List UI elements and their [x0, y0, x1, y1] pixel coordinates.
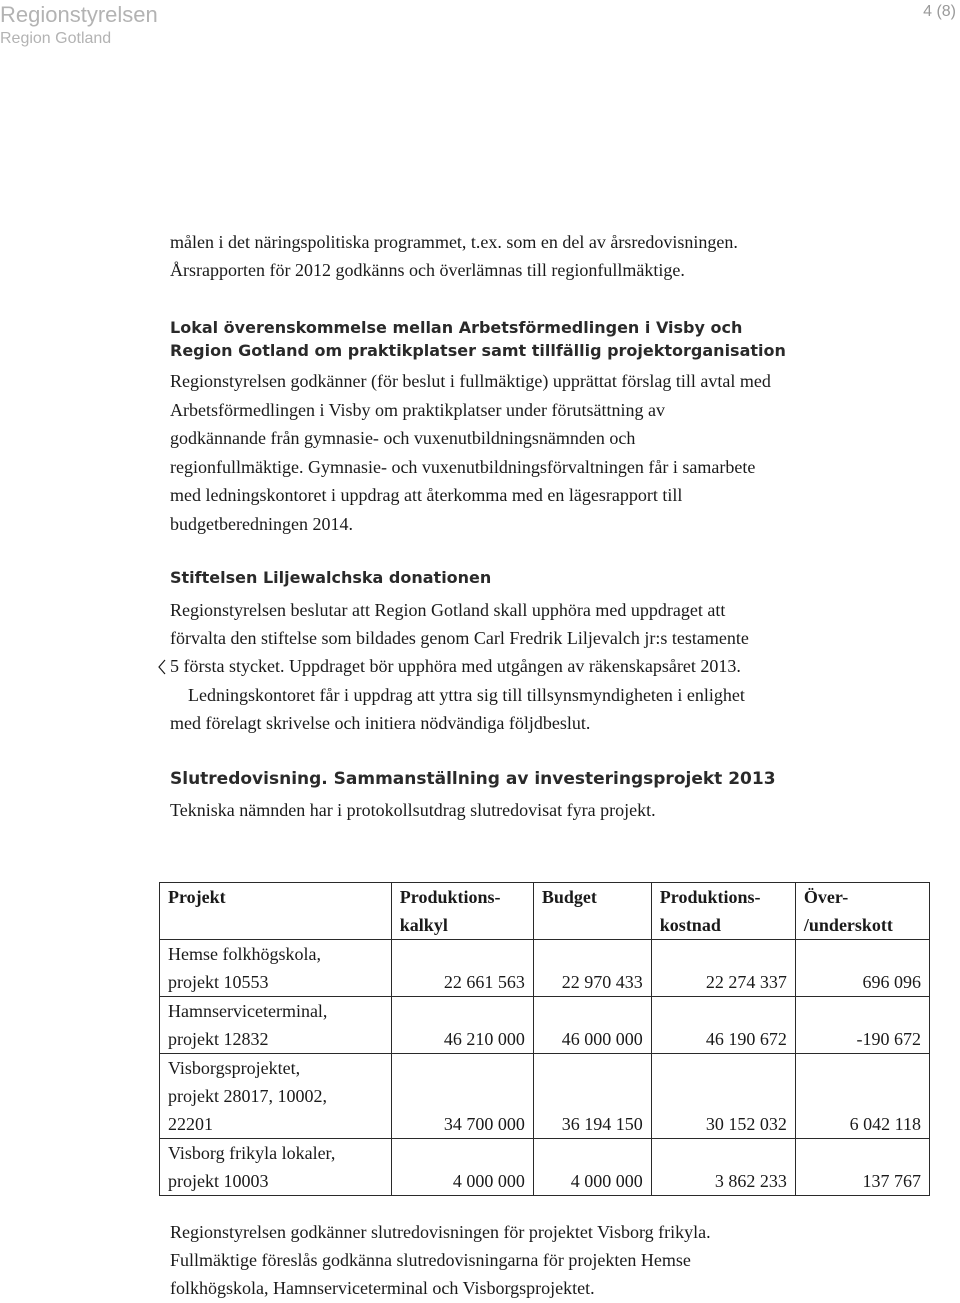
kalkyl-cell: 46 210 000	[391, 997, 533, 1054]
body-line: Regionstyrelsen godkänner (för beslut i fullmäktige) upprättat förslag till avtal med	[170, 371, 771, 391]
header-line: Projekt	[168, 887, 226, 907]
kostnad-cell: 30 152 032	[651, 1054, 795, 1139]
kostnad-cell: 46 190 672	[651, 997, 795, 1054]
project-table	[159, 882, 930, 1196]
diff-cell: -190 672	[795, 997, 929, 1054]
table-row	[160, 1054, 930, 1139]
closing-line: Regionstyrelsen godkänner slutredovisningen för projektet Visborg frikyla.	[170, 1222, 711, 1242]
table-row	[160, 940, 930, 997]
project-line: 22201	[168, 1114, 213, 1134]
intro-line: målen i det näringspolitiska programmet, t.ex. som en del av årsredovisningen.	[170, 232, 738, 252]
section-mark-icon	[157, 659, 166, 675]
header-title: Regionstyrelsen	[0, 2, 158, 27]
project-cell	[160, 940, 392, 997]
body-line: Ledningskontoret får i uppdrag att yttra sig till tillsynsmyndigheten i enlighet	[170, 685, 745, 705]
body-line: 5 första stycket. Uppdraget bör upphöra med utgången av räkenskapsåret 2013.	[170, 656, 741, 676]
project-cell	[160, 1054, 392, 1139]
budget-cell: 46 000 000	[533, 997, 651, 1054]
section-heading: Lokal överenskommelse mellan Arbetsförmedlingen i Visby och	[170, 318, 743, 337]
project-line: Visborg frikyla lokaler,	[168, 1143, 336, 1163]
page-number: 4 (8)	[923, 3, 956, 20]
project-cell	[160, 1139, 392, 1196]
body-line: Regionstyrelsen beslutar att Region Gotland skall upphöra med uppdraget att	[170, 600, 726, 620]
header-line: Produktions-	[399, 887, 501, 907]
table-header-row	[160, 883, 930, 940]
header-kalkyl	[391, 883, 533, 940]
kostnad-cell: 3 862 233	[651, 1139, 795, 1196]
project-line: Visborgsprojektet,	[168, 1058, 301, 1078]
intro-line: Årsrapporten för 2012 godkänns och överlämnas till regionfullmäktige.	[170, 260, 685, 280]
budget-cell: 36 194 150	[533, 1054, 651, 1139]
header-line: kalkyl	[399, 915, 448, 935]
diff-cell: 137 767	[795, 1139, 929, 1196]
header-projekt	[160, 883, 392, 940]
kalkyl-cell: 34 700 000	[391, 1054, 533, 1139]
header-kostnad	[651, 883, 795, 940]
header-line: /underskott	[803, 915, 893, 935]
section-heading: Stiftelsen Liljewalchska donationen	[170, 568, 492, 587]
section-heading: Region Gotland om praktikplatser samt tillfällig projektorganisation	[170, 341, 786, 360]
project-cell	[160, 997, 392, 1054]
kalkyl-cell: 22 661 563	[391, 940, 533, 997]
body-line: med ledningskontoret i uppdrag att återkomma med en lägesrapport till	[170, 485, 683, 505]
body-line: med förelagt skrivelse och initiera nödvändiga följdbeslut.	[170, 713, 591, 733]
header-subtitle: Region Gotland	[0, 30, 112, 47]
body-line: godkännande från gymnasie- och vuxenutbildningsnämnden och	[170, 428, 636, 448]
section-heading: Slutredovisning. Sammanställning av investeringsprojekt 2013	[170, 769, 776, 789]
project-line: Hamnserviceterminal,	[168, 1001, 328, 1021]
header-budget	[533, 883, 651, 940]
header-diff	[795, 883, 929, 940]
body-line: Arbetsförmedlingen i Visby om praktikplatser under förutsättning av	[170, 400, 665, 420]
project-line: projekt 28017, 10002,	[168, 1086, 327, 1106]
header-line: Budget	[541, 887, 597, 907]
closing-line: Fullmäktige föreslås godkänna slutredovisningarna för projekten Hemse	[170, 1250, 691, 1270]
body-line: förvalta den stiftelse som bildades genom Carl Fredrik Liljevalch jr:s testamente	[170, 628, 749, 648]
table-row	[160, 1139, 930, 1196]
budget-cell: 22 970 433	[533, 940, 651, 997]
project-line: Hemse folkhögskola,	[168, 944, 321, 964]
diff-cell: 696 096	[795, 940, 929, 997]
table-row	[160, 997, 930, 1054]
diff-cell: 6 042 118	[795, 1054, 929, 1139]
body-line: Tekniska nämnden har i protokollsutdrag slutredovisat fyra projekt.	[170, 800, 656, 820]
body-line: regionfullmäktige. Gymnasie- och vuxenutbildningsförvaltningen får i samarbete	[170, 457, 756, 477]
project-line: projekt 12832	[168, 1029, 269, 1049]
budget-cell: 4 000 000	[533, 1139, 651, 1196]
header-line: Över-	[803, 887, 849, 907]
project-line: projekt 10553	[168, 972, 269, 992]
header-line: kostnad	[659, 915, 721, 935]
kostnad-cell: 22 274 337	[651, 940, 795, 997]
kalkyl-cell: 4 000 000	[391, 1139, 533, 1196]
body-line: budgetberedningen 2014.	[170, 514, 353, 534]
header-line: Produktions-	[659, 887, 761, 907]
project-line: projekt 10003	[168, 1171, 269, 1191]
closing-line: folkhögskola, Hamnserviceterminal och Visborgsprojektet.	[170, 1278, 595, 1298]
